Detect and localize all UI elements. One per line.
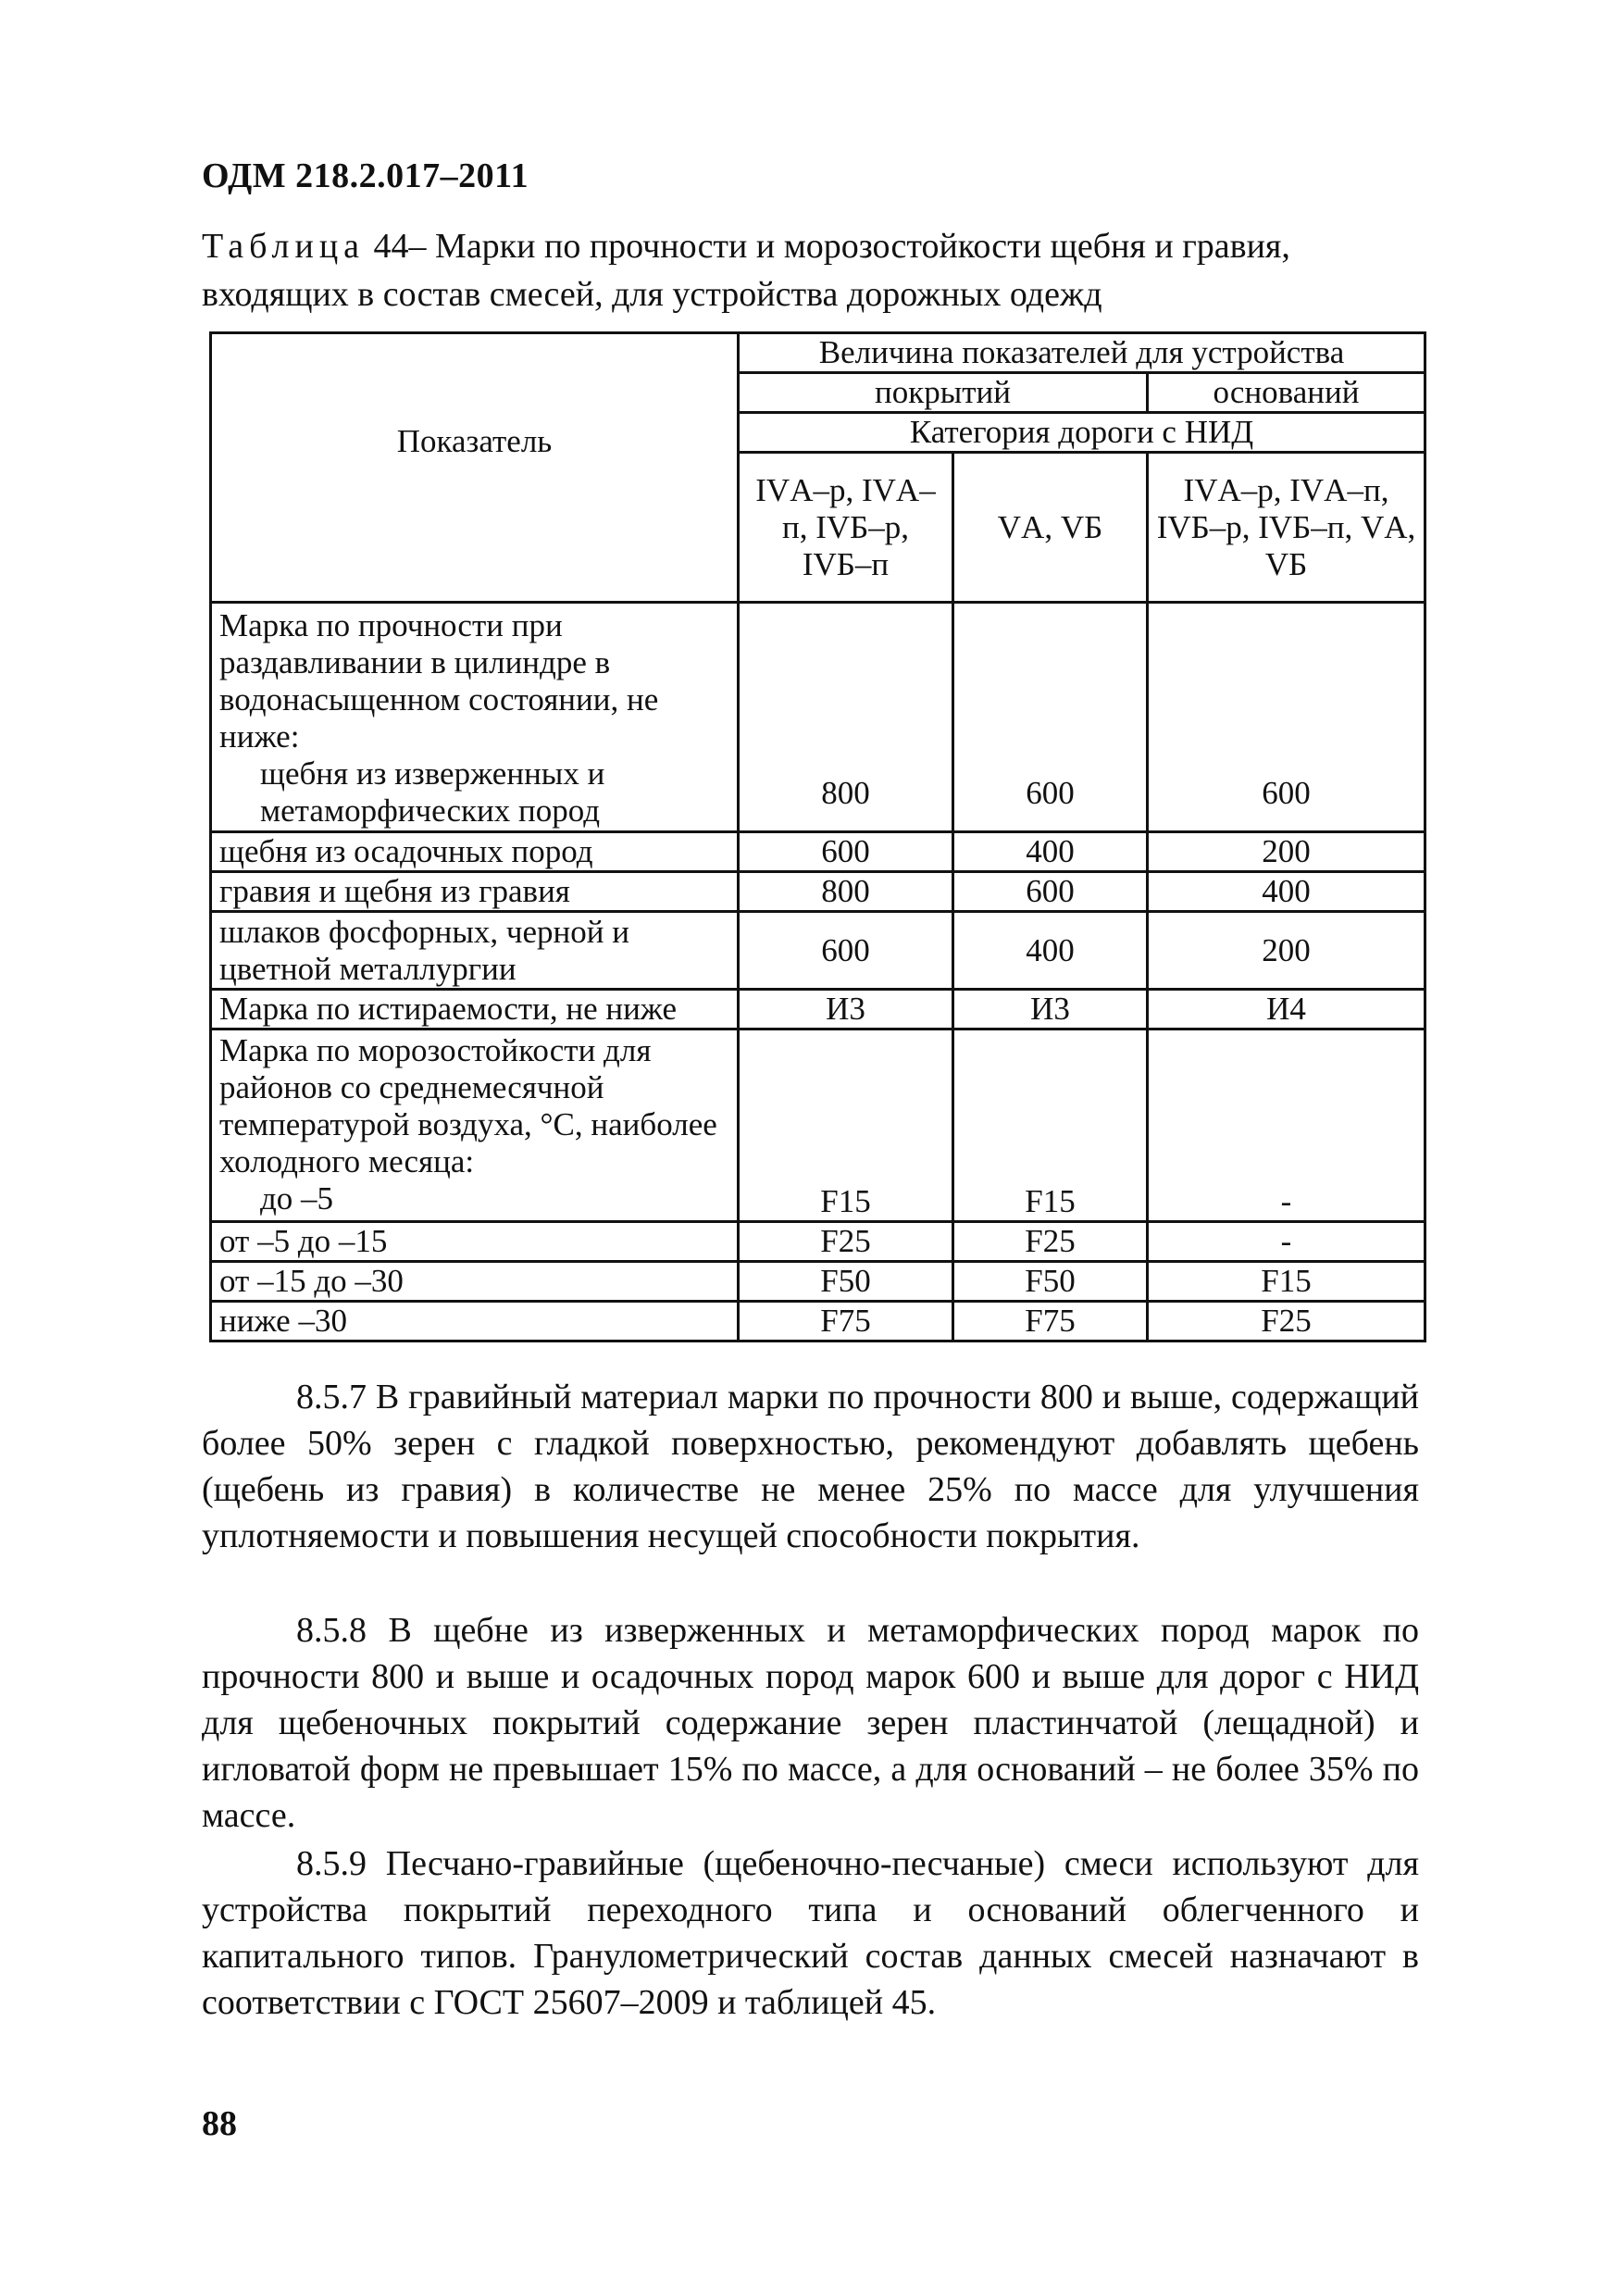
cell-value: F15 bbox=[739, 1029, 953, 1222]
frost-row-label: от –15 до –30 bbox=[211, 1262, 739, 1302]
table-row bbox=[211, 912, 1425, 990]
paragraph-text: 8.5.9 Песчано-гравийные (щебеночно-песчаные) смеси используют для устройства покрытий переходного типа и оснований облегченного и капитального типов. Гранулометрический состав данных смесей назначают в соответствии с ГОСТ 25607–2009 и таблицей 45. bbox=[202, 1844, 1419, 2022]
cell-value: 600 bbox=[739, 912, 953, 990]
strength-row-label: шлаков фосфорных, черной и цветной металлургии bbox=[211, 912, 739, 990]
page-number: 88 bbox=[202, 2104, 237, 2143]
cell-value: F15 bbox=[953, 1029, 1148, 1222]
strength-title bbox=[211, 603, 739, 832]
table-row bbox=[211, 1222, 1425, 1262]
cell-value: - bbox=[1148, 1029, 1425, 1222]
strength-row-label: гравия и щебня из гравия bbox=[211, 872, 739, 912]
header-col2: VА, VБ bbox=[953, 453, 1148, 603]
cell-value: F75 bbox=[739, 1302, 953, 1341]
table-row bbox=[211, 872, 1425, 912]
cell-value: 600 bbox=[739, 832, 953, 872]
cell-value: 400 bbox=[953, 912, 1148, 990]
paragraph-text: 8.5.8 В щебне из изверженных и метаморфических пород марок по прочности 800 и выше и осадочных пород марок 600 и выше для дорог с НИД для щебеночных покрытий содержание зерен пластинчатой (лещадной) и игловатой форм не превышает 15% по массе, а для оснований – не более 35% по массе. bbox=[202, 1611, 1419, 1835]
abrasion-label: Марка по истираемости, не ниже bbox=[211, 990, 739, 1029]
frost-row-label: до –5 bbox=[260, 1180, 334, 1217]
frost-title bbox=[211, 1029, 739, 1222]
cell-value: 600 bbox=[953, 603, 1148, 832]
table-caption-label: Таблица bbox=[202, 227, 366, 266]
frost-title-text: Марка по морозостойкости для районов со среднемесячной температурой воздуха, °С, наиболее холодного месяца: bbox=[219, 1032, 717, 1179]
cell-value: И4 bbox=[1148, 990, 1425, 1029]
cell-value: F25 bbox=[953, 1222, 1148, 1262]
strength-title-text: Марка по прочности при раздавливании в цилиндре в водонасыщенном состоянии, не ниже: bbox=[219, 607, 659, 755]
table-row bbox=[211, 603, 1425, 832]
cell-value: F75 bbox=[953, 1302, 1148, 1341]
paragraph-8-5-9 bbox=[202, 1841, 1419, 2026]
document-id: ОДМ 218.2.017–2011 bbox=[202, 156, 529, 195]
cell-value: 200 bbox=[1148, 912, 1425, 990]
table-row bbox=[211, 990, 1425, 1029]
strength-row-label: щебня из осадочных пород bbox=[211, 832, 739, 872]
cell-value: 800 bbox=[739, 872, 953, 912]
header-covers: покрытий bbox=[739, 373, 1148, 413]
cell-value: 400 bbox=[1148, 872, 1425, 912]
cell-value: - bbox=[1148, 1222, 1425, 1262]
table-caption bbox=[202, 222, 1414, 318]
cell-value: F50 bbox=[739, 1262, 953, 1302]
cell-value: 200 bbox=[1148, 832, 1425, 872]
cell-value: И3 bbox=[739, 990, 953, 1029]
header-col1: IVА–р, IVА–п, IVБ–р, IVБ–п bbox=[739, 453, 953, 603]
table-row bbox=[211, 1302, 1425, 1341]
cell-value: 800 bbox=[739, 603, 953, 832]
cell-value: F50 bbox=[953, 1262, 1148, 1302]
paragraph-8-5-7 bbox=[202, 1374, 1419, 1559]
header-category: Категория дороги с НИД bbox=[739, 413, 1425, 453]
table-caption-text: – Марки по прочности и морозостойкости щебня и гравия, входящих в состав смесей, для устройства дорожных одежд bbox=[202, 227, 1290, 314]
cell-value: И3 bbox=[953, 990, 1148, 1029]
strength-row-label: щебня из изверженных и метаморфических пород bbox=[260, 755, 605, 829]
header-group: Величина показателей для устройства bbox=[739, 333, 1425, 373]
frost-row-label: ниже –30 bbox=[211, 1302, 739, 1341]
header-indicator: Показатель bbox=[211, 333, 739, 603]
table-row bbox=[211, 1029, 1425, 1222]
cell-value: F25 bbox=[739, 1222, 953, 1262]
cell-value: F15 bbox=[1148, 1262, 1425, 1302]
table-row bbox=[211, 832, 1425, 872]
paragraph-8-5-8 bbox=[202, 1607, 1419, 1839]
strength-frost-table bbox=[209, 331, 1426, 1342]
header-col3: IVА–р, IVА–п, IVБ–р, IVБ–п, VА, VБ bbox=[1148, 453, 1425, 603]
table-row bbox=[211, 1262, 1425, 1302]
cell-value: 400 bbox=[953, 832, 1148, 872]
cell-value: 600 bbox=[953, 872, 1148, 912]
table-caption-number: 44 bbox=[373, 227, 409, 266]
paragraph-text: 8.5.7 В гравийный материал марки по прочности 800 и выше, содержащий более 50% зерен с гладкой поверхностью, рекомендуют добавлять щебень (щебень из гравия) в количестве не менее 25% по массе для улучшения уплотняемости и повышения несущей способности покрытия. bbox=[202, 1378, 1419, 1555]
frost-row-label: от –5 до –15 bbox=[211, 1222, 739, 1262]
cell-value: 600 bbox=[1148, 603, 1425, 832]
header-bases: оснований bbox=[1148, 373, 1425, 413]
cell-value: F25 bbox=[1148, 1302, 1425, 1341]
